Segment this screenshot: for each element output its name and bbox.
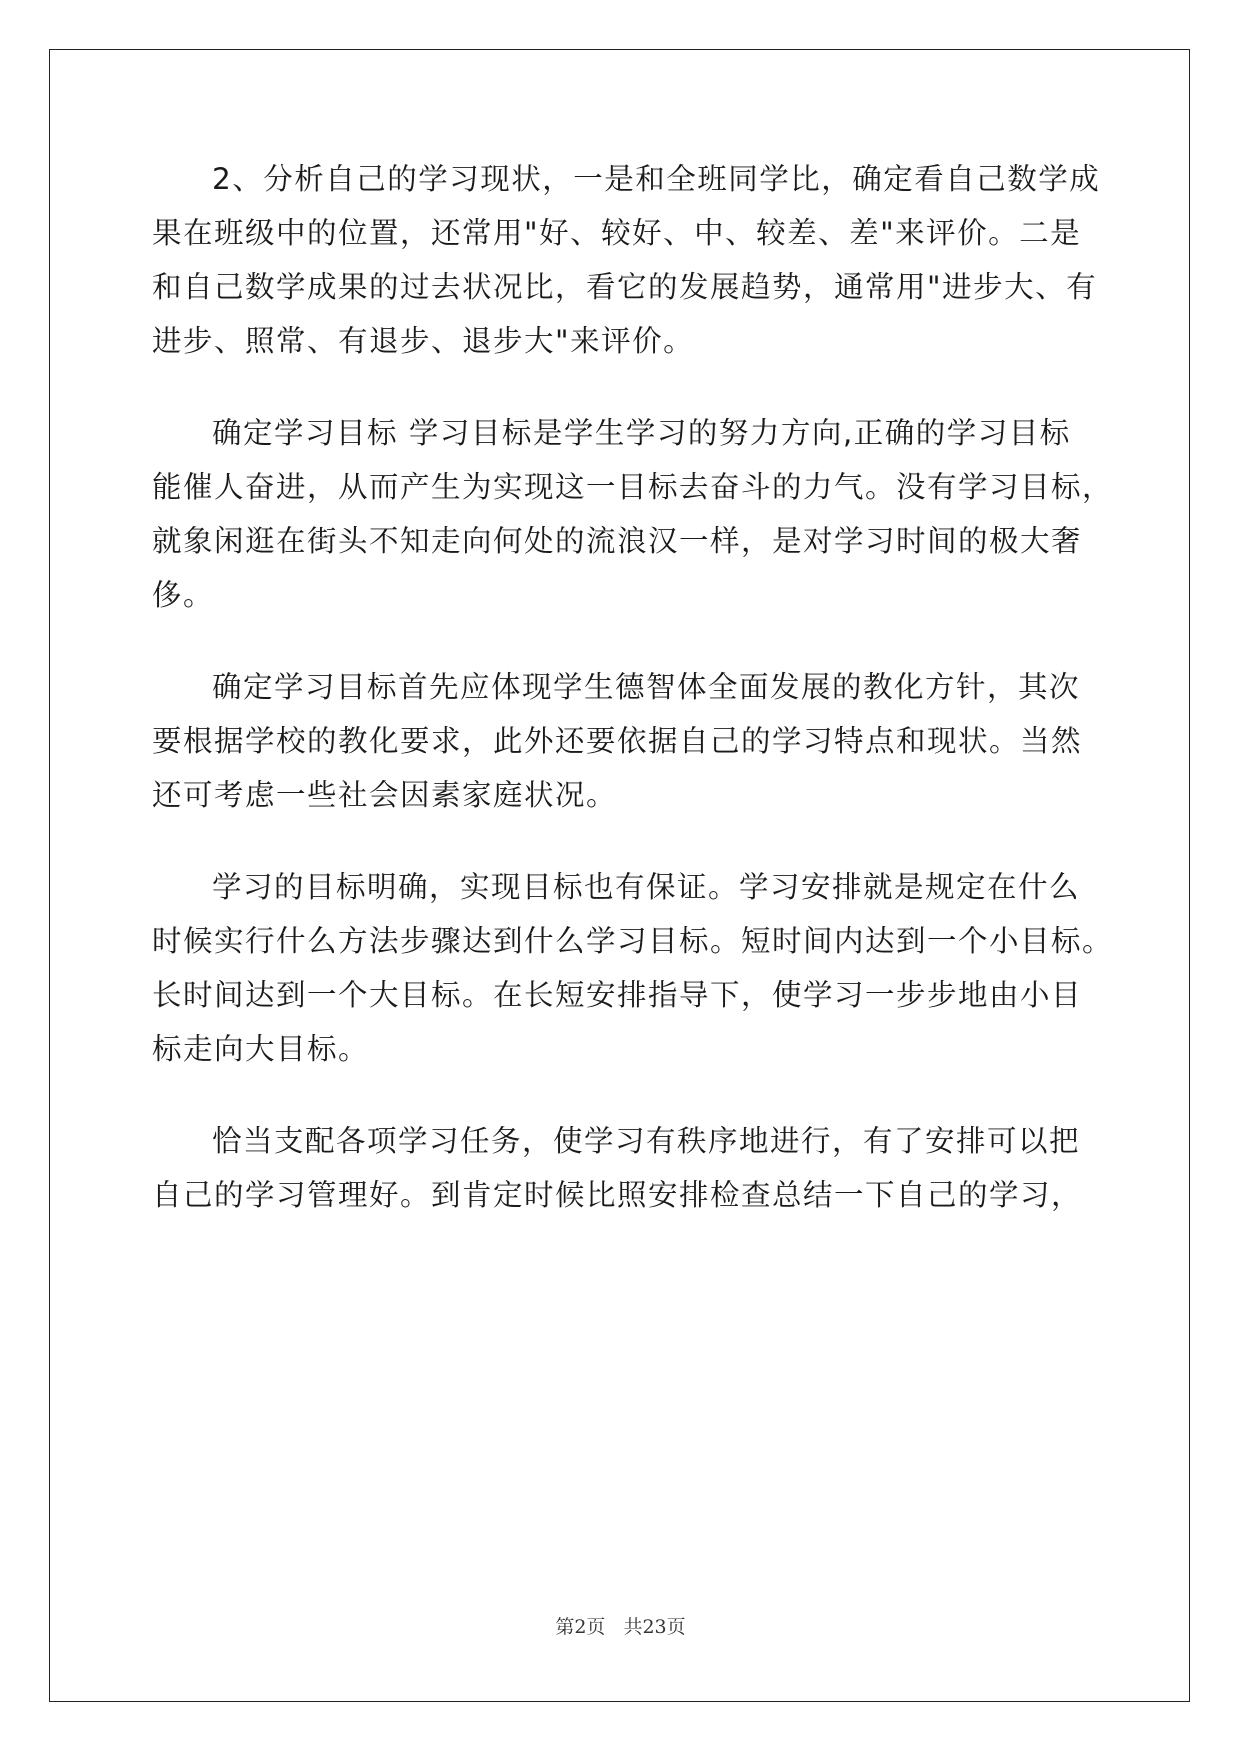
paragraph-line: 2、分析自己的学习现状，一是和全班同学比，确定看自己数学成 [212, 162, 1101, 196]
paragraph-line: 确定学习目标首先应体现学生德智体全面发展的教化方针，其次 [212, 670, 1081, 704]
paragraph-line: 进步、照常、有退步、退步大"来评价。 [152, 324, 695, 358]
paragraph-line: 自己的学习管理好。到肯定时候比照安排检查总结一下自己的学习， [152, 1178, 1083, 1212]
paragraph-line: 长时间达到一个大目标。在长短安排指导下，使学习一步步地由小目 [152, 978, 1083, 1012]
page-number: 第2页 [555, 1616, 606, 1638]
paragraph-line: 侈。 [152, 578, 215, 612]
page-total: 共23页 [623, 1616, 686, 1638]
paragraph-line: 果在班级中的位置，还常用"好、较好、中、较差、差"来评价。二是 [152, 216, 1082, 250]
paragraph-line: 和自己数学成果的过去状况比，看它的发展趋势，通常用"进步大、有 [152, 270, 1098, 304]
paragraph-line: 学习的目标明确，实现目标也有保证。学习安排就是规定在什么 [212, 870, 1081, 904]
paragraph-line: 标走向大目标。 [152, 1032, 370, 1066]
document-body [152, 152, 1114, 1222]
paragraph-line: 恰当支配各项学习任务，使学习有秩序地进行，有了安排可以把 [212, 1124, 1081, 1158]
paragraph-line: 就象闲逛在街头不知走向何处的流浪汉一样，是对学习时间的极大奢 [152, 524, 1083, 558]
page-footer [0, 1612, 1241, 1639]
paragraph-line: 确定学习目标 学习目标是学生学习的努力方向,正确的学习目标 [212, 416, 1071, 450]
paragraph-line: 能催人奋进，从而产生为实现这一目标去奋斗的力气。没有学习目标， [152, 470, 1114, 504]
paragraph-line: 还可考虑一些社会因素家庭状况。 [152, 778, 618, 812]
paragraph-line: 要根据学校的教化要求，此外还要依据自己的学习特点和现状。当然 [152, 724, 1083, 758]
paragraph-line: 时候实行什么方法步骤达到什么学习目标。短时间内达到一个小目标。 [152, 924, 1114, 958]
